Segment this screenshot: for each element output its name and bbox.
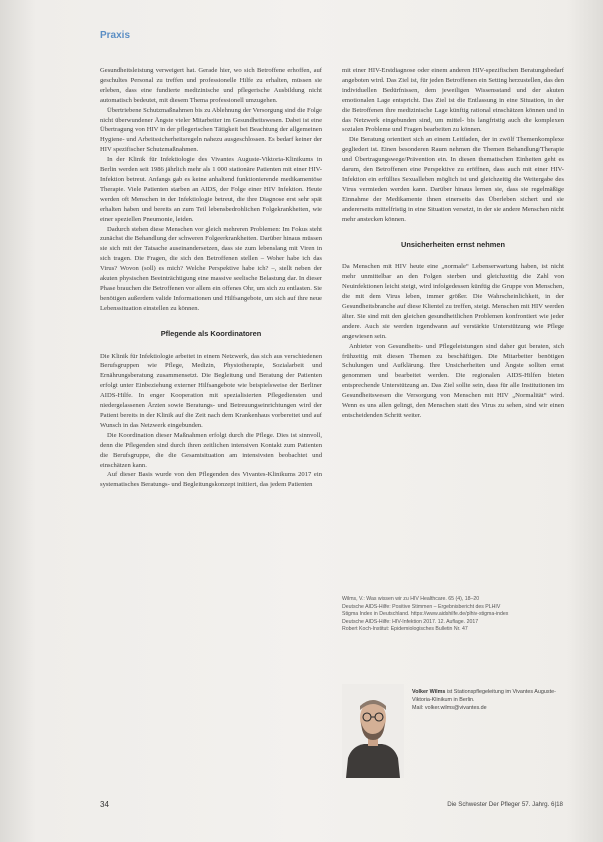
paragraph: Gesundheitsleistung verweigert hat. Gerade hier, wo sich Betroffene erhoffen, auf geschultes Personal zu treffen und professionelle Hilfe zu erhalten, müssen sie erleben, dass eine fundierte medizinische und pflegerische Ausbildung nicht automatisch bedeutet, mit diesem Thema professionell umzugehen. [100, 67, 322, 104]
reference-item: Deutsche AIDS-Hilfe: HIV-Infektion 2017. 12. Auflage. 2017 [342, 618, 479, 625]
paragraph: Auf dieser Basis wurde von den Pflegenden des Vivantes-Klinikums 2017 ein systematisches Beratungs- und Begleitungskonzept initiiert, das jedem Patienten [100, 471, 322, 489]
paragraph: Die Klinik für Infektiologie arbeitet in einem Netzwerk, das sich aus verschiedenen Berufsgruppen wie Pflege, Medizin, Physiotherapie, Sozialarbeit und Ernährungsberatung zusammensetzt. Die Begleitung und Beratung der Patienten erfolgt unter Einbeziehung externer Hilfsangebote wie beispielsweise der Berliner AIDS-Hilfe. In enger Kooperation mit spezialisierten Pflegediensten und niedergelassenen Ärzten sowie Beratungs- und Betreuungseinrichtungen wird der Patient bereits in der Klinik auf die Zeit nach dem Krankenhaus vorbereitet und auf Wunsch in das Netzwerk eingebunden. [100, 352, 322, 429]
paragraph: Anbieter von Gesundheits- und Pflegeleistungen sind daher gut beraten, sich frühzeitig mit diesen Themen zu beschäftigen. Die Mitarbeiter benötigen Schulungen und Aufklärung. Ihre Unsicherheiten und Ängste sollten ernst genommen und bearbeitet werden. Die regionalen AIDS-Hilfen bieten entsprechende Unterstützung an. Das Ziel sollte sein, dass für alle Institutionen im Gesundheitswesen die Versorgung von Menschen mit HIV „Normalität“ wird. Wenn es uns allen gelingt, den Menschen statt des Virus zu sehen, sind wir einen entscheidenden Schritt weiter. [342, 342, 564, 419]
author-caption [412, 688, 562, 712]
author-box [342, 684, 564, 780]
paragraph: Die Koordination dieser Maßnahmen erfolgt durch die Pflege. Dies ist sinnvoll, denn die Pflegenden sind durch ihren zeitlichen intensiven Kontakt zum Patienten die Berufsgruppe, die die Gesamtsituation am intensivsten beobachtet und einschätzen kann. [100, 431, 322, 469]
page-number: 34 [100, 800, 109, 809]
left-column [100, 66, 322, 796]
reference-item: Stigma Index in Deutschland. https://www.aidshilfe.de/plhiv-stigma-index [342, 611, 509, 618]
author-name: Volker Wilms [412, 689, 446, 695]
section-label: Praxis [100, 30, 131, 41]
reference-list [342, 596, 564, 634]
journal-footer: Die Schwester Der Pfleger 57. Jahrg. 6|18 [447, 801, 563, 808]
section-heading: Unsicherheiten ernst nehmen [401, 239, 505, 249]
reference-item: Wilms, V.: Was wissen wir zu HIV Healthcare. 65 (4), 18–20 [342, 596, 480, 602]
reference-item: Deutsche AIDS-Hilfe: Positive Stimmen – Ergebnisbericht des PLHIV [342, 603, 501, 610]
section-heading: Pflegende als Koordinatoren [160, 328, 262, 338]
author-email: Mail: volker.wilms@vivantes.de [412, 705, 487, 711]
paragraph: Da Menschen mit HIV heute eine „normale“ Lebenserwartung haben, ist nicht mehr unmittelbar an den Folgen sterben und gleichzeitig die Zahl von Neuinfektionen leicht steigt, wird infolgedessen künftig die Gruppe von Menschen, die mit dem Virus leben, immer größer. Die Wahrscheinlichkeit, in der Gesundheitsbranche auf diese Klientel zu treffen, steigt. Menschen mit HIV werden älter. Sie sind mit den gleichen gesundheitlichen Problemen konfrontiert wie jeder andere. Auch sie werden irgendwann auf verstärkte Unterstützung wie Pflege angewiesen sein. [342, 263, 564, 340]
paragraph: In der Klinik für Infektiologie des Vivantes Auguste-Viktoria-Klinikums in Berlin werden seit 1986 jährlich mehr als 1 000 stationäre Patienten mit einer HIV-Infektion betreut. Anfangs gab es keine anhaltend funktionierende medikamentöse Therapie. Viele Patienten starben an AIDS, der Folge einer HIV Infektion. Heute werden oft Menschen in der Infektiologie betreut, die ihre Diagnose erst sehr spät erhalten haben und bereits an zum Teil lebensbedrohlichen Folgekrankheiten, wie einer speziellen Pneumonie, leiden. [100, 156, 322, 223]
paragraph: Dadurch stehen diese Menschen vor gleich mehreren Problemen: Im Fokus steht zunächst die Behandlung der schweren Folgeerkrankheiten. Darüber hinaus müssen sie sich mit der Tatsache auseinandersetzen, dass sie zum lebenslang mit Viren in sich tragen. Die Fragen, die sich den Betroffenen stellen – Woher habe ich das Virus? Wovon (soll) es mich? Welche Perspektive habe ich? –, stellt neben der akuten physischen Beeinträchtigung eine massive seelische Belastung dar. In dieser Phase brauchen die Betroffenen vor allem ein offenes Ohr, um sich zu entlasten. Sie benötigen außerdem valide Informationen und Hilfsangebote, um sich auf ihre neue Lebenssituation einstellen zu können. [100, 225, 322, 312]
paragraph: mit einer HIV-Erstdiagnose oder einem anderen HIV-spezifischen Beratungsbedarf angeboten wird. Das Ziel ist, für jeden Betroffenen ein Setting herzustellen, das den individuellen Bedürfnissen, dem jeweiligen Wissensstand und der akuten emotionalen Lage entspricht. Das Ziel ist die Entlassung in eine Situation, in der die Betroffenen ihre medizinische Lage künftig rational einschätzen können und in das Netzwerk eingebunden sind, um mittel- bis langfristig auch die komplexen sozialen Probleme und Fragen bearbeiten zu können. [342, 67, 564, 134]
author-photo [342, 684, 404, 778]
author-role: ist Stationspflegeleitung im Vivantes Auguste-Viktoria-Klinikum in Berlin. [412, 689, 556, 703]
reference-item: Robert Koch-Institut: Epidemiologisches Bulletin Nr. 47 [342, 626, 468, 633]
paragraph: Übertriebene Schutzmaßnahmen bis zu Ablehnung der Versorgung sind die Folge nicht überwundener Ängste vieler Mitarbeiter im Gesundheitswesen. Dabei ist eine Übertragung von HIV in der pflegerischen Tätigkeit bei Beachtung der allgemeinen Hygiene- und Arbeitssicherheitsregeln nahezu ausgeschlossen. Es bedarf keiner der HIV spezifischer Schutzmaßnahmen. [100, 106, 322, 154]
paragraph: Die Beratung orientiert sich an einem Leitfaden, der in zwölf Themenkomplexe gegliedert ist. Einen besonderen Raum nehmen die Themen Behandlung/Therapie und Übertragungswege/Prävention ein. In diesen thematischen Einheiten geht es darum, den Betroffenen eine Perspektive zu eröffnen, dass auch mit einer HIV-Infektion ein erfülltes Sexualleben möglich ist und gleichzeitig die Weitergabe des Virus vermieden werden kann. Darüber hinaus lernen sie, dass sie regelmäßige Einnahme der Medikamente ihnen einerseits das Überleben sichert und sie andererseits mittelfristig in eine Situation versetzt, in der sie andere Menschen nicht mehr anstecken können. [342, 136, 564, 223]
right-column [342, 66, 564, 626]
